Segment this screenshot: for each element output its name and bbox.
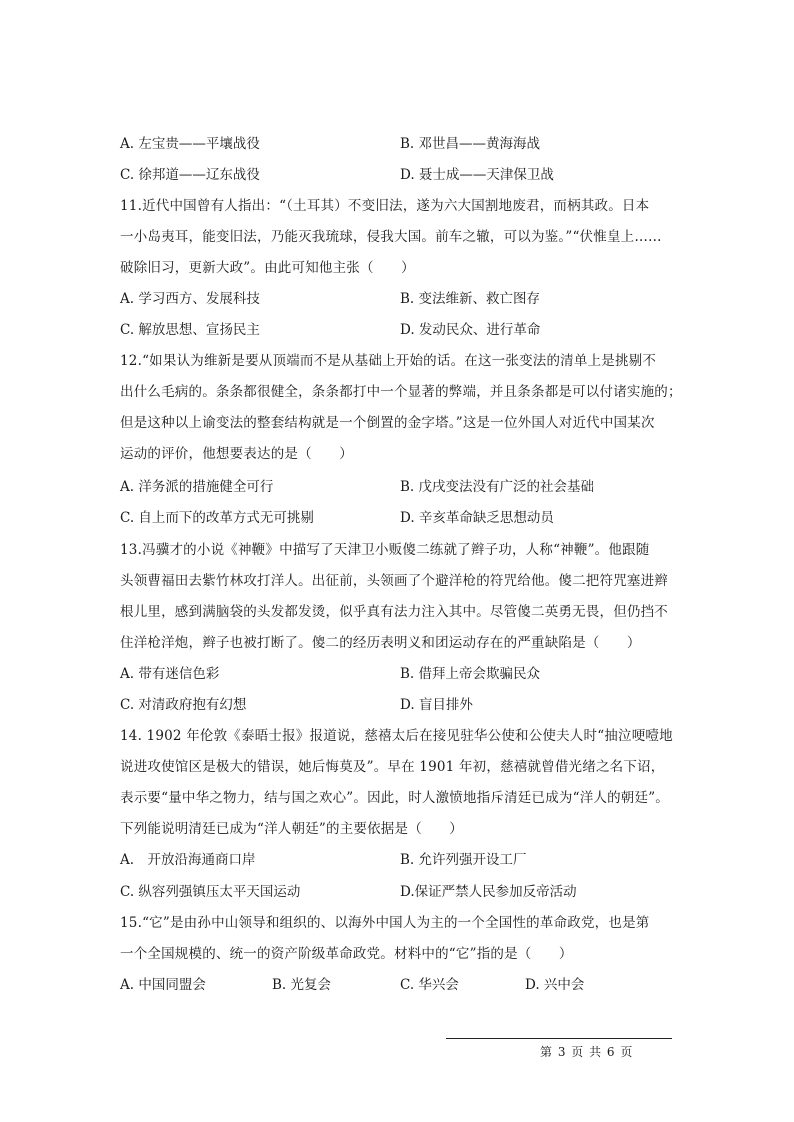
q11-option-d: D. 发动民众、进行革命 xyxy=(400,322,541,338)
q12-stem-line-3: 但是这种以上谕变法的整套结构就是一个倒置的金字塔。”这是一位外国人对近代中国某次 xyxy=(120,415,655,431)
q14-option-d: D.保证严禁人民参加反帝活动 xyxy=(400,884,577,900)
q13-option-d: D. 盲目排外 xyxy=(400,697,473,713)
q12-options-row-1 xyxy=(120,477,680,497)
q13-option-c: C. 对清政府抱有幻想 xyxy=(120,697,247,713)
q11-option-b: B. 变法维新、救亡图存 xyxy=(400,291,541,307)
q14-option-a: A. 开放沿海通商口岸 xyxy=(120,852,256,868)
q14-option-c: C. 纵容列强镇压太平天国运动 xyxy=(120,884,301,900)
q11-option-c: C. 解放思想、宣扬民主 xyxy=(120,322,260,338)
q12-option-c: C. 自上而下的改革方式无可挑剔 xyxy=(120,510,314,526)
q14-options-row-1 xyxy=(120,850,680,870)
q13-option-b: B. 借拜上帝会欺骗民众 xyxy=(400,666,541,682)
page-number: 第 3 页 共 6 页 xyxy=(540,1045,633,1059)
q14-options-row-2 xyxy=(120,882,680,902)
q11-stem-line-2: 一小岛夷耳，能变旧法，乃能灭我琉球，侵我大国。前车之辙，可以为鉴。”“伏惟皇上…… xyxy=(120,229,662,245)
q12-option-d: D. 辛亥革命缺乏思想动员 xyxy=(400,510,554,526)
q10-options-row-2 xyxy=(120,165,680,185)
q15-stem-line-1: 15.“它”是由孙中山领导和组织的、以海外中国人为主的一个全国性的革命政党，也是第 xyxy=(120,915,650,931)
q10-options-row-1 xyxy=(120,134,680,154)
q13-stem-line-3: 根儿里，感到满脑袋的头发都发烫，似乎真有法力注入其中。尽管傻二英勇无畏，但仍挡不 xyxy=(120,604,668,620)
q12-stem-line-1: 12.“如果认为维新是要从顶端而不是从基础上开始的话。在这一张变法的清单上是挑剔不 xyxy=(120,353,657,369)
q11-option-a: A. 学习西方、发展科技 xyxy=(120,291,260,307)
q15-option-c: C. 华兴会 xyxy=(400,977,459,993)
q15-options-row xyxy=(120,975,680,995)
q13-stem-line-4: 住洋枪洋炮，辫子也被打断了。傻二的经历表明义和团运动存在的严重缺陷是（ ） xyxy=(120,635,641,651)
q11-stem-line-3: 破除旧习，更新大政”。由此可知他主张（ ） xyxy=(120,260,415,276)
q13-options-row-2 xyxy=(120,695,680,715)
q12-options-row-2 xyxy=(120,508,680,528)
q12-stem-line-4: 运动的评价，他想要表达的是（ ） xyxy=(120,446,353,462)
q11-options-row-2 xyxy=(120,320,680,340)
q14-option-b: B. 允许列强开设工厂 xyxy=(400,852,527,868)
q14-stem-line-1: 14. 1902 年伦敦《泰晤士报》报道说，慈禧太后在接见驻华公使和公使夫人时“抽泣哽噎地 xyxy=(120,728,673,744)
q11-options-row-1 xyxy=(120,289,680,309)
q12-option-b: B. 戊戌变法没有广泛的社会基础 xyxy=(400,479,595,495)
q13-option-a: A. 带有迷信色彩 xyxy=(120,666,220,682)
q10-option-d: D. 聂士成——天津保卫战 xyxy=(400,167,554,183)
q11-stem-line-1: 11.近代中国曾有人指出：“（土耳其）不变旧法，遂为六大国割地废君，而柄其政。日本 xyxy=(120,198,650,214)
q14-stem-line-2: 说进攻使馆区是极大的错误，她后悔莫及”。早在 1901 年初，慈禧就曾借光绪之名下诏， xyxy=(120,759,665,775)
q15-option-d: D. 兴中会 xyxy=(525,977,585,993)
footer-divider xyxy=(446,1038,672,1039)
q10-option-a: A. 左宝贵——平壤战役 xyxy=(120,136,260,152)
q15-option-b: B. 光复会 xyxy=(272,977,332,993)
q15-stem-line-2: 一个全国规模的、统一的资产阶级革命政党。材料中的“它”指的是（ ） xyxy=(120,946,573,962)
q14-stem-line-4: 下列能说明清廷已成为“洋人朝廷”的主要依据是（ ） xyxy=(120,821,464,837)
q12-stem-line-2: 出什么毛病的。条条都很健全，条条都打中一个显著的弊端，并且条条都是可以付诸实施的； xyxy=(120,384,682,400)
q12-option-a: A. 洋务派的措施健全可行 xyxy=(120,479,274,495)
q13-stem-line-2: 头领曹福田去紫竹林攻打洋人。出征前，头领画了个避洋枪的符咒给他。傻二把符咒塞进辫 xyxy=(120,573,668,589)
q15-option-a: A. 中国同盟会 xyxy=(120,977,206,993)
q10-option-b: B. 邓世昌——黄海海战 xyxy=(400,136,541,152)
q13-stem-line-1: 13.冯骥才的小说《神鞭》中描写了天津卫小贩傻二练就了辫子功，人称“神鞭”。他跟随 xyxy=(120,542,650,558)
q10-option-c: C. 徐邦道——辽东战役 xyxy=(120,167,260,183)
q14-stem-line-3: 表示要“量中华之物力，结与国之欢心”。因此，时人激愤地指斥清廷已成为“洋人的朝廷”。 xyxy=(120,790,670,806)
q13-options-row-1 xyxy=(120,664,680,684)
